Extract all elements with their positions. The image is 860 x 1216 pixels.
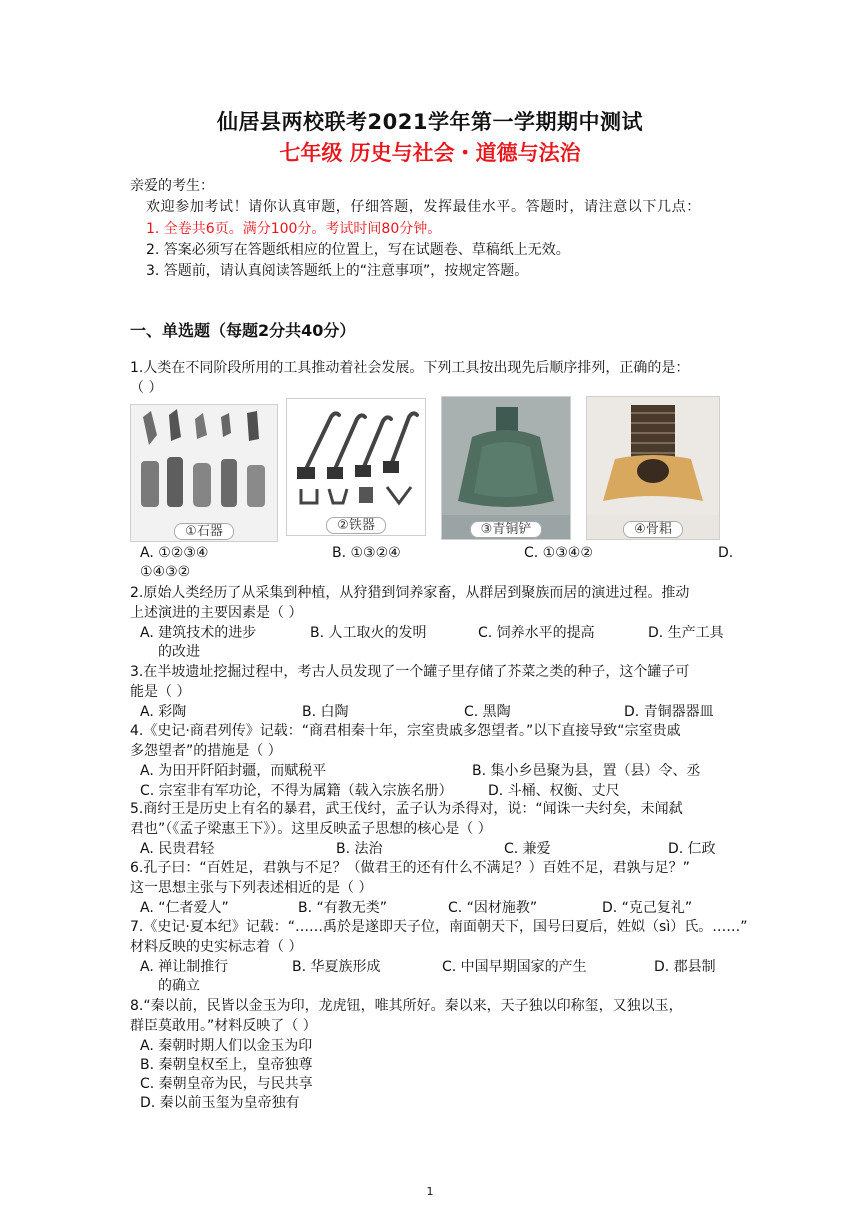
q8-stem-line1: 8.“秦以前，民皆以金玉为印，龙虎钮，唯其所好。秦以来，天子独以印称玺，又独以玉， xyxy=(130,998,683,1014)
note-2: 2. 答案必须写在答题纸相应的位置上，写在试题卷、草稿纸上无效。 xyxy=(146,242,570,258)
q5-option-d: D. 仁政 xyxy=(668,841,716,857)
q8-option-b: B. 秦朝皇权至上，皇帝独尊 xyxy=(140,1057,313,1073)
greeting: 亲爱的考生： xyxy=(130,178,214,194)
q6-stem-line2: 这一思想主张与下列表述相近的是（ ） xyxy=(130,880,373,896)
q3-option-d: D. 青铜器器皿 xyxy=(624,704,714,720)
q3-option-b: B. 白陶 xyxy=(302,704,349,720)
image-3-caption: ③青铜铲 xyxy=(442,518,570,537)
q1-stem-line2: （ ） xyxy=(130,380,163,396)
q7-option-a: A. 禅让制推行 xyxy=(140,959,229,975)
q7-option-d-cont: 的确立 xyxy=(158,978,200,994)
q5-option-b: B. 法治 xyxy=(336,841,383,857)
q4-option-d: D. 斗桶、权衡、丈尺 xyxy=(488,783,620,799)
q2-option-c: C. 饲养水平的提高 xyxy=(478,625,595,641)
q1-option-a: A. ①②③④ xyxy=(140,545,209,561)
image-2-caption: ②铁器 xyxy=(287,514,425,533)
q6-stem-line1: 6.孔子曰：“百姓足，君孰与不足？（做君王的还有什么不满足？）百姓不足，君孰与足？” xyxy=(130,860,690,876)
q2-option-b: B. 人工取火的发明 xyxy=(310,625,427,641)
stone-tools-drawing xyxy=(131,405,277,517)
q8-option-d: D. 秦以前玉玺为皇帝独有 xyxy=(140,1095,300,1111)
q7-stem-line2: 材料反映的史实标志着（ ） xyxy=(130,939,303,955)
q3-stem-line1: 3.在半坡遗址挖掘过程中，考古人员发现了一个罐子里存储了芥菜之类的种子，这个罐子可 xyxy=(130,664,690,680)
q1-stem-line1: 1.人类在不同阶段所用的工具推动着社会发展。下列工具按出现先后顺序排列，正确的是： xyxy=(130,360,690,376)
q6-option-b: B. “有教无类” xyxy=(298,900,388,916)
section-1-title: 一、单选题（每题2分共40分） xyxy=(130,321,356,340)
q4-option-a: A. 为田开阡陌封疆，而赋税平 xyxy=(140,763,327,779)
exam-title: 仙居县两校联考2021学年第一学期期中测试 xyxy=(217,110,643,134)
note-1: 1. 全卷共6页。满分100分。考试时间80分钟。 xyxy=(146,221,442,237)
bone-plough-image xyxy=(586,396,720,540)
q4-option-b: B. 集小乡邑聚为县，置（县）令、丞 xyxy=(472,763,701,779)
q7-option-d: D. 郡县制 xyxy=(654,959,716,975)
q4-stem-line2: 多怨望者”的措施是（ ） xyxy=(130,743,282,759)
note-3: 3. 答题前，请认真阅读答题纸上的“注意事项”，按规定答题。 xyxy=(146,263,529,279)
q6-option-a: A. “仁者爱人” xyxy=(140,900,229,916)
q2-option-a: A. 建筑技术的进步 xyxy=(140,625,257,641)
q8-stem-line2: 群臣莫敢用。”材料反映了（ ） xyxy=(130,1018,317,1034)
q6-option-d: D. “克己复礼” xyxy=(602,900,693,916)
q8-option-a: A. 秦朝时期人们以金玉为印 xyxy=(140,1038,313,1054)
image-4-caption: ④骨耜 xyxy=(587,518,719,537)
q1-option-d: D. xyxy=(718,545,734,561)
q4-option-c: C. 宗室非有军功论，不得为属籍（载入宗族名册） xyxy=(140,783,453,799)
iron-tools-drawing xyxy=(287,399,425,511)
q5-option-c: C. 兼爱 xyxy=(504,841,551,857)
bronze-spade-drawing xyxy=(442,397,570,515)
q1-option-c: C. ①③④② xyxy=(524,545,593,561)
q5-option-a: A. 民贵君轻 xyxy=(140,841,215,857)
q2-stem-line2: 上述演进的主要因素是（ ） xyxy=(130,605,303,621)
q2-option-d: D. 生产工具 xyxy=(648,625,724,641)
q3-option-c: C. 黑陶 xyxy=(464,704,511,720)
exam-subtitle: 七年级 历史与社会・道德与法治 xyxy=(279,141,581,165)
q8-option-c: C. 秦朝皇帝为民，与民共享 xyxy=(140,1076,313,1092)
bone-plough-drawing xyxy=(587,397,719,515)
q5-stem-line2: 君也”（《孟子梁惠王下》）。这里反映孟子思想的核心是（ ） xyxy=(130,821,492,837)
q3-stem-line2: 能是（ ） xyxy=(130,684,191,700)
page-number: 1 xyxy=(426,1185,434,1198)
q2-stem-line1: 2.原始人类经历了从采集到种植，从狩猎到饲养家畜，从群居到聚族而居的演进过程。推动 xyxy=(130,585,690,601)
q5-stem-line1: 5.商纣王是历史上有名的暴君，武王伐纣，孟子认为杀得对，说：“闻诛一夫纣矣，未闻弑 xyxy=(130,801,683,817)
q3-option-a: A. 彩陶 xyxy=(140,704,187,720)
q1-option-d-cont: ①④③② xyxy=(140,564,191,580)
q7-option-c: C. 中国早期国家的产生 xyxy=(442,959,587,975)
q6-option-c: C. “因材施教” xyxy=(448,900,538,916)
bronze-spade-image xyxy=(441,396,571,540)
image-1-caption: ①石器 xyxy=(131,520,277,539)
q4-stem-line1: 4.《史记·商君列传》记载：“商君相秦十年，宗室贵戚多怨望者。”以下直接导致“宗室贵戚 xyxy=(130,723,681,739)
q1-option-b: B. ①③②④ xyxy=(332,545,401,561)
q7-stem-line1: 7.《史记·夏本纪》记载：“……禹於是遂即天子位，南面朝天下，国号曰夏后，姓姒（sì）氏。……” xyxy=(130,919,748,935)
iron-tools-image xyxy=(286,398,426,536)
stone-tools-image xyxy=(130,404,278,542)
q7-option-b: B. 华夏族形成 xyxy=(292,959,381,975)
welcome-text: 欢迎参加考试！请你认真审题，仔细答题，发挥最佳水平。答题时，请注意以下几点： xyxy=(146,199,701,215)
q2-option-d-cont: 的改进 xyxy=(158,644,200,660)
